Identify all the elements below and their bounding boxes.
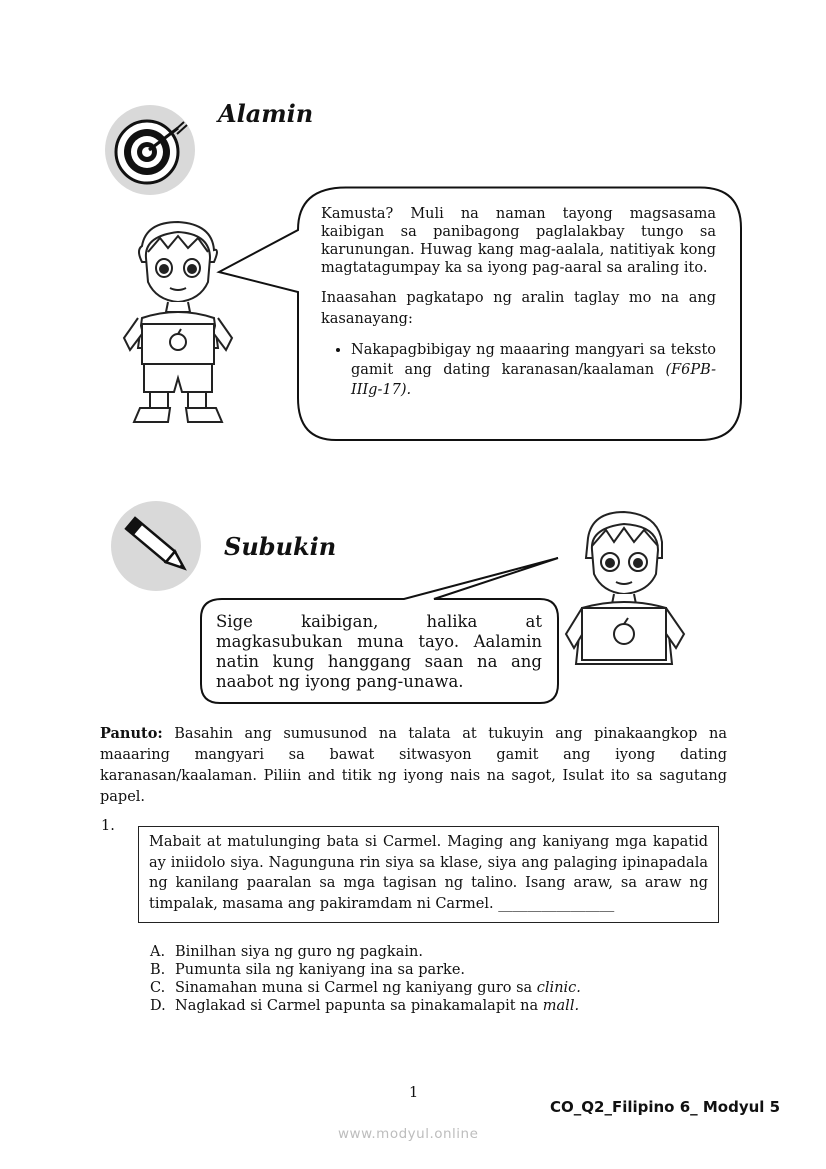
question-number: 1. (101, 818, 115, 834)
choice-c[interactable]: C. Sinamahan muna si Carmel ng kaniyang guro sa clinic. (150, 980, 581, 996)
page-number: 1 (409, 1085, 419, 1101)
target-icon (104, 104, 196, 196)
competency-list (321, 340, 716, 400)
section-title-alamin: Alamin (218, 99, 314, 128)
section-title-subukin: Subukin (224, 532, 337, 561)
question-passage: Mabait at matulunging bata si Carmel. Maging ang kaniyang mga kapatid ay iniidolo siya. Nagunguna rin siya sa klase, siya ang palaging ipinapadala ng kanilang paaralan sa mga tagisan ng talino. Isang araw, sa araw ng timpalak, masama ang pakiramdam ni Carmel. ________________ (138, 826, 719, 923)
subukin-speech-bubble (216, 612, 542, 692)
alamin-intro: Kamusta? Muli na naman tayong magsasama kaibigan sa panibagong paglalakbay tungo sa karunungan. Huwag kang mag-aalala, natitiyak kong magtatagumpay ka sa iyong pag-aaral sa araling ito. (321, 206, 716, 276)
choice-d[interactable]: D. Naglakad si Carmel papunta sa pinakamalapit na mall. (150, 998, 580, 1014)
alamin-speech-bubble (321, 205, 716, 400)
competency-code: (F6PB-IIIg-17). (351, 362, 716, 398)
answer-choices (150, 943, 710, 1015)
instructions-label: Panuto: (100, 725, 163, 742)
pencil-icon (110, 500, 202, 592)
choice-a[interactable]: A. Binilhan siya ng guro ng pagkain. (150, 944, 423, 960)
competency-item: • Nakapagbibigay ng maaaring mangyari sa teksto gamit ang dating karanasan/kaalaman (F6PB-IIIg-17). (351, 340, 716, 400)
module-code: CO_Q2_Filipino 6_ Modyul 5 (550, 1098, 781, 1116)
instructions-text: Basahin ang sumusunod na talata at tukuyin ang pinakaangkop na maaaring mangyari sa bawat sitwasyon gamit ang iyong dating karanasan/kaalaman. Piliin and titik ng iyong nais na sagot, Isulat ito sa sagutang papel. (100, 726, 727, 805)
student-illustration (562, 508, 688, 666)
alamin-expectation: Inaasahan pagkatapo ng aralin taglay mo na ang kasanayang: (321, 290, 716, 327)
subukin-bubble-text: Sige kaibigan, halika at magkasubukan muna tayo. Aalamin natin kung hanggang saan na ang naabot ng iyong pang-unawa. (216, 612, 542, 691)
instructions (100, 723, 727, 808)
watermark: www.modyul.online (338, 1126, 479, 1142)
choice-b[interactable]: B. Pumunta sila ng kaniyang ina sa parke. (150, 962, 466, 978)
